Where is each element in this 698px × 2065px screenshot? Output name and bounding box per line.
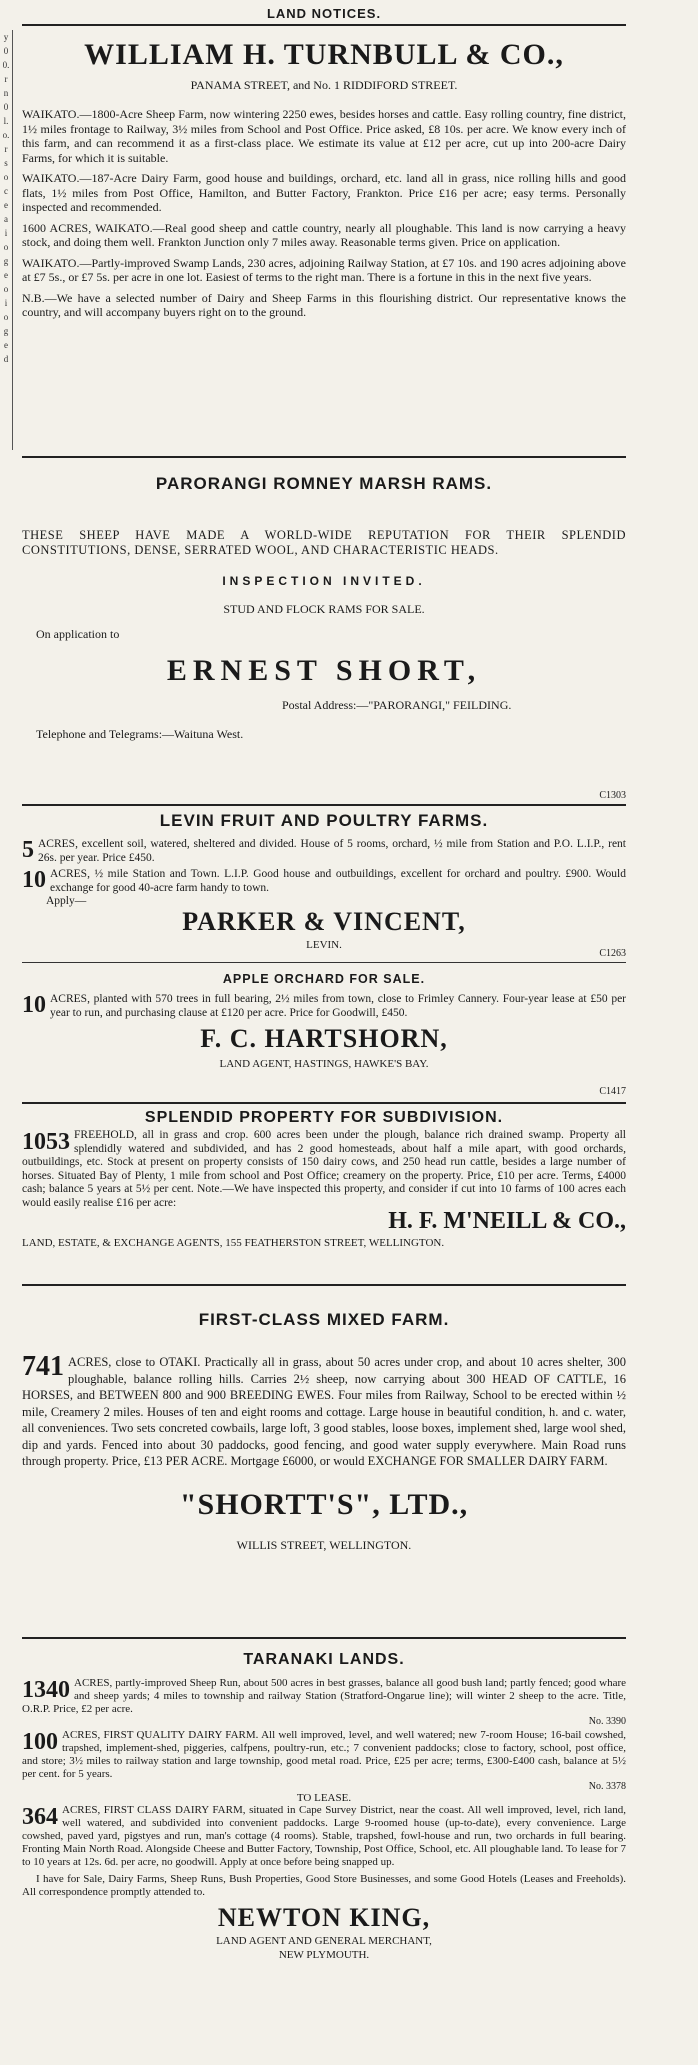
mixed-item-text: ACRES, close to OTAKI. Practically all in grass, about 50 acres under crop, and about 10 acres shelter, 300 ploughable, balance rolling hills. Carries 2½ sheep, now carrying about 300 HEAD OF CATTLE, 16 HORSES, and BETWEEN 800 and 900 BREEDING EWES. Four miles from Railway, School to be erected within ½ mile, Creamery 2 miles. Houses of ten and eight rooms and cottage. Large house in beautiful condition, h. and c. water, all conveniences. Two sets concreted cowbails, large loft, 3 good stables, loose boxes, implement shed, large wool shed, dip and yards. Fenced into about 30 paddocks, good fencing, and good water supply everywhere. Main Road runs through property. Price, £13 PER ACRE. Mortgage £6000, or would EXCHANGE FOR SMALLER DAIRY FARM. [22,1355,626,1468]
parorangi-invite: INSPECTION INVITED. [222,574,426,588]
taranaki-item-1-number-ref: No. 3390 [588,1716,626,1727]
margin-fragment: i [4,228,8,238]
divider [22,1284,626,1286]
margin-fragment: c [4,186,8,196]
taranaki-item-3 [22,1804,626,1869]
taranaki-advert [22,1651,626,2063]
splendid-item-text: FREEHOLD, all in grass and crop. 600 acres been under the plough, balance rich drained swamp. Property all splendidly watered and subdivided, and has 2 good homesteads, about half a mile apart, with good orchards, outbuildings, etc. Stock at present on property consists of 150 dairy cows, and 250 head run cattle, besides a large number of horses. Situated Bay of Plenty, 1 mile from school and Post Office; creamery on the property. Price, £10 per acre. Terms, £4000 cash; balance 5 years at 5½ per cent. Note.—We have inspected this property, and consider if cut into 10 farms of 100 acres each would easily realise £16 per acre: [22,1129,626,1209]
margin-fragment: o [3,172,9,182]
header-title: LAND NOTICES. [266,6,382,21]
parorangi-body: THESE SHEEP HAVE MADE A WORLD-WIDE REPUTATION FOR THEIR SPLENDID CONSTITUTIONS, DENSE, SERRATED WOOL, AND CHARACTERISTIC HEADS. [22,528,626,557]
apple-code: C1417 [599,1086,626,1097]
margin-fragment: a [4,214,8,224]
apple-title: APPLE ORCHARD FOR SALE. [222,972,426,986]
levin-item-2-text: ACRES, ½ mile Station and Town. L.I.P. Good house and outbuildings, excellent for orchard and poultry. £900. Would exchange for good 40-acre farm handy to town. [50,868,626,894]
parorangi-telephone: Telephone and Telegrams:—Waituna West. [36,727,244,741]
turnbull-item-3: 1600 ACRES, WAIKATO.—Real good sheep and cattle country, nearly all ploughable. This land is now carrying a heavy stock, and doing them well. Frankton Junction only 7 miles away. Reasonable terms given. Price on application. [22,220,626,249]
taranaki-item-2 [22,1729,626,1792]
taranaki-name: NEWTON KING, [217,1903,431,1932]
splendid-address: LAND, ESTATE, & EXCHANGE AGENTS, 155 FEATHERSTON STREET, WELLINGTON. [22,1237,445,1249]
margin-fragment: 0 [3,46,9,56]
divider [22,1637,626,1639]
mixed-name: "SHORTT'S", LTD., [179,1487,469,1521]
margin-fragment: l. [3,116,9,126]
margin-fragment: o [3,312,9,322]
mixed-farm-advert [22,1310,626,1630]
levin-item-2 [22,867,626,895]
parorangi-apply: On application to [36,627,120,641]
levin-advert [22,811,626,961]
parorangi-postal: Postal Address:—"PARORANGI," FEILDING. [282,698,512,712]
margin-fragment: e [4,200,8,210]
margin-fragment: i [4,298,8,308]
levin-item-1-text: ACRES, excellent soil, watered, sheltered and divided. House of 5 rooms, orchard, ½ mile from Station and P.O. L.I.P., rent 26s. per year. Price £450. [38,838,626,864]
turnbull-address: PANAMA STREET, and No. 1 RIDDIFORD STREET. [190,78,458,92]
splendid-title: SPLENDID PROPERTY FOR SUBDIVISION. [144,1109,504,1126]
taranaki-item-3-number: 364 [22,1804,58,1830]
levin-code: C1263 [599,948,626,959]
taranaki-place: NEW PLYMOUTH. [278,1949,370,1961]
margin-fragment: e [4,270,8,280]
taranaki-item-1-number: 1340 [22,1677,70,1703]
parorangi-name: ERNEST SHORT, [166,654,482,687]
levin-name: PARKER & VINCENT, [182,907,466,936]
taranaki-item-3-text: ACRES, FIRST CLASS DAIRY FARM, situated in Cape Survey District, near the coast. All well improved, level, rich land, well watered, and subdivided into convenient paddocks. Large 9-roomed house (up-to-date), every convenience. Large cowshed, paved yard, pigstyes and run, man's cottage (4 rooms). Stable, trapshed, fowl-house and run, two orchards in full bearing. Fronting Main North Road. Alongside Cheese and Butter Factory, Township, Post Office, School, etc. All ploughable land. To lease for 7 to 10 years at 12s. 6d. per acre, no goodwill. Apply at once before being snapped up. [22,1804,626,1868]
divider [22,1102,626,1104]
taranaki-item-2-number-ref: No. 3378 [588,1781,626,1792]
taranaki-closing: I have for Sale, Dairy Farms, Sheep Runs, Bush Properties, Good Store Businesses, and some Good Hotels (Leases and Freeholds). All correspondence promptly attended to. [22,1873,626,1898]
margin-fragment: o [3,284,9,294]
margin-fragment: n [3,88,9,98]
apple-item [22,992,626,1020]
taranaki-item-1 [22,1677,626,1727]
levin-place: LEVIN. [306,939,342,951]
turnbull-title: WILLIAM H. TURNBULL & CO., [84,38,564,71]
mixed-item-number: 741 [22,1351,64,1382]
divider [22,962,626,963]
levin-title: LEVIN FRUIT AND POULTRY FARMS. [159,811,489,830]
taranaki-item-2-text: ACRES, FIRST QUALITY DAIRY FARM. All well improved, level, and well watered; new 7-room House; 16-bail cowshed, trapshed, implement-shed, piggeries, calfpens, poultry-run, etc.; 7 convenient paddocks; close to factory, school, post office, and store; 3½ miles to railway station and large township, good metal road. Price, £25 per acre; terms, £300-£400 cash, balance at 5½ per cent. for 5 years. [22,1729,626,1780]
levin-item-2-number: 10 [22,867,46,893]
parorangi-title: PARORANGI ROMNEY MARSH RAMS. [155,474,493,493]
apple-item-number: 10 [22,992,46,1018]
apple-address: LAND AGENT, HASTINGS, HAWKE'S BAY. [219,1058,429,1070]
margin-fragment: g [3,256,9,266]
margin-fragment: r [4,74,8,84]
parorangi-advert [22,474,626,802]
margin-fragment: y [3,32,9,42]
mixed-item [22,1351,626,1470]
levin-item-1 [22,837,626,865]
left-margin-fragments [0,30,13,450]
margin-fragment: 0. [2,60,10,70]
margin-fragment: g [3,326,9,336]
parorangi-stud: STUD AND FLOCK RAMS FOR SALE. [223,602,425,616]
margin-fragment: r [4,144,8,154]
splendid-name: H. F. M'NEILL & CO., [388,1208,626,1234]
divider [22,456,626,458]
apple-name: F. C. HARTSHORN, [200,1024,448,1053]
divider [22,804,626,806]
turnbull-nb: N.B.—We have a selected number of Dairy and Sheep Farms in this flourishing district. Our representative knows the country, and will accompany buyers right on to the ground. [22,290,626,319]
splendid-item-number: 1053 [22,1129,70,1155]
apple-item-text: ACRES, planted with 570 trees in full bearing, 2½ miles from town, close to Frimley Cannery. Four-year lease at £50 per year to run, and purchasing clause at £120 per acre. Price for Goodwill, £450. [50,993,626,1019]
taranaki-role: LAND AGENT AND GENERAL MERCHANT, [216,1935,432,1947]
page-header [22,6,626,28]
turnbull-advert [22,38,626,458]
margin-fragment: 0 [3,102,9,112]
taranaki-lease: TO LEASE. [296,1792,352,1804]
taranaki-item-1-text: ACRES, partly-improved Sheep Run, about 500 acres in best grasses, balance all good bush land; partly fenced; good whare and sheep yards; 4 miles to township and railway Station (Stratford-Ongarue line); will winter 2 sheep to the acre. Title, O.R.P. Price, £2 per acre. [22,1677,626,1715]
mixed-title: FIRST-CLASS MIXED FARM. [198,1310,450,1329]
parorangi-code: C1303 [599,790,626,801]
taranaki-item-2-number: 100 [22,1729,58,1755]
levin-item-1-number: 5 [22,837,34,863]
turnbull-listings [22,107,626,320]
margin-fragment: e [4,340,8,350]
margin-fragment: d [3,354,9,364]
mixed-address: WILLIS STREET, WELLINGTON. [236,1537,412,1552]
splendid-advert [22,1109,626,1284]
turnbull-item-2: WAIKATO.—187-Acre Dairy Farm, good house and buildings, orchard, etc. land all in grass, nice rolling hills and good flats, 1½ miles from Post Office, Hamilton, and Butter Factory, Frankton. Price £16 per acre; easy terms. Personally inspected and recommended. [22,171,626,214]
splendid-item [22,1129,626,1210]
levin-apply: Apply— [46,895,87,907]
turnbull-item-1: WAIKATO.—1800-Acre Sheep Farm, now wintering 2250 ewes, besides horses and cattle. Easy rolling country, fine district, 1½ miles frontage to Railway, 3½ miles from School and Post Office. Price asked, £8 10s. per acre. We know every inch of this farm, and can recommend it as a first-class place. We estimate its value at £12 per acre, cut up into 200-acre Dairy Farms, for which it is suitable. [22,107,626,165]
margin-fragment: o. [2,130,10,140]
taranaki-title: TARANAKI LANDS. [243,1651,405,1668]
margin-fragment: s [4,158,8,168]
apple-advert [22,972,626,1100]
turnbull-item-4: WAIKATO.—Partly-improved Swamp Lands, 230 acres, adjoining Railway Station, at £7 10s. and 190 acres adjoining above at £7 5s., or £7 5s. per acre in one lot. Easiest of terms to the right man. There is a fortune in this in the next five years. [22,255,626,284]
margin-fragment: o [3,242,9,252]
